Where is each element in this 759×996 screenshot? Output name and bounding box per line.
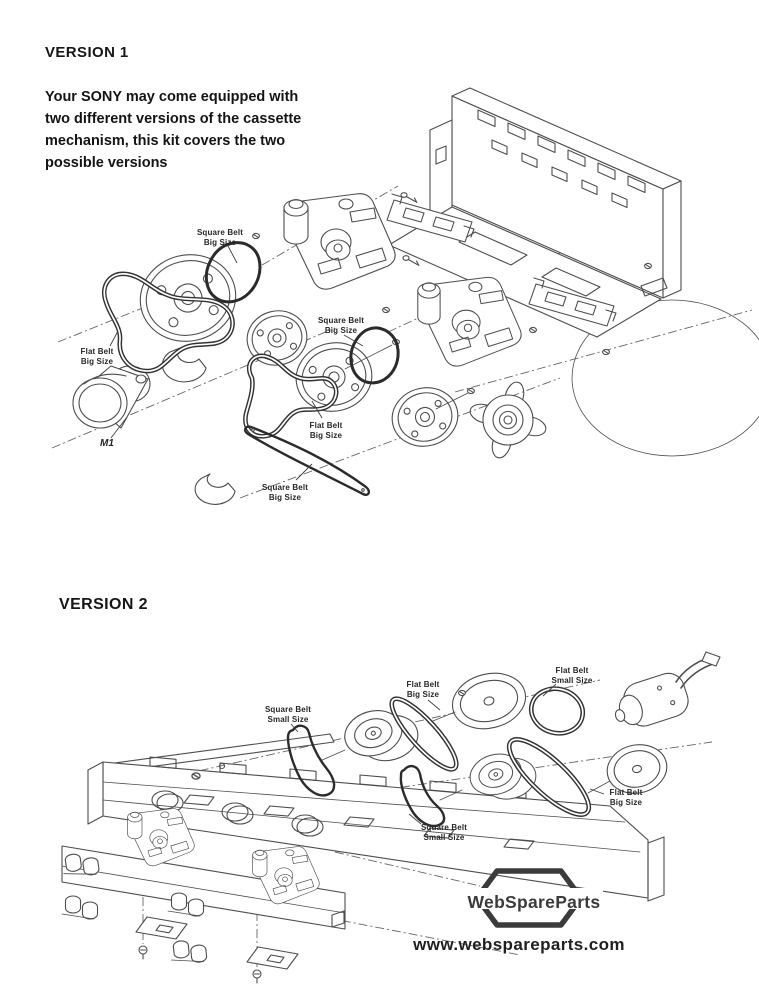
motor-label: M1 xyxy=(100,438,114,449)
belt-label-v2-flat-big-2: Flat Belt Big Size xyxy=(609,788,643,807)
pulley-disc-top xyxy=(447,666,532,736)
intro-line: two different versions of the cassette xyxy=(45,111,302,127)
motor-v2 xyxy=(608,652,720,734)
belt-label-v2-square-small-1: Square Belt Small Size xyxy=(264,705,312,724)
intro-line: Your SONY may come equipped with xyxy=(45,89,299,105)
logo-text: WebSpareParts xyxy=(467,892,601,912)
motor-m1 xyxy=(73,366,150,428)
flywheel-large-3 xyxy=(386,381,464,453)
website-url: www.webspareparts.com xyxy=(413,935,625,954)
belt-clamp-1 xyxy=(162,348,206,382)
belt-label-v1-square-big-2: Square Belt Big Size xyxy=(317,316,365,335)
intro-text xyxy=(45,86,301,174)
belt-label-v1-flat-big-2: Flat Belt Big Size xyxy=(309,421,343,440)
belt-clamp-2 xyxy=(195,474,235,504)
intro-line: possible versions xyxy=(45,155,168,171)
belt-label-v1-flat-big-1: Flat Belt Big Size xyxy=(80,347,114,366)
belt-label-v2-flat-small: Flat Belt Small Size xyxy=(551,666,593,685)
version2-heading: VERSION 2 xyxy=(59,596,148,613)
flat-belt-small xyxy=(526,683,588,739)
exploded-diagram-version2 xyxy=(61,652,720,983)
intro-line: mechanism, this kit covers the two xyxy=(45,133,286,149)
pinch-roller xyxy=(169,938,207,965)
version1-heading: VERSION 1 xyxy=(45,44,129,61)
mount-plates xyxy=(136,917,298,969)
pinch-roller xyxy=(62,896,98,919)
belt-label-v2-flat-big-1: Flat Belt Big Size xyxy=(406,680,440,699)
gear-wheel xyxy=(468,380,548,460)
head-mechanism-1 xyxy=(284,194,395,289)
belt-label-v2-square-small-2: Square Belt Small Size xyxy=(420,823,468,842)
belt-label-v1-square-big-3: Square Belt Big Size xyxy=(261,483,309,502)
belt-label-v1-square-big-1: Square Belt Big Size xyxy=(196,228,244,247)
